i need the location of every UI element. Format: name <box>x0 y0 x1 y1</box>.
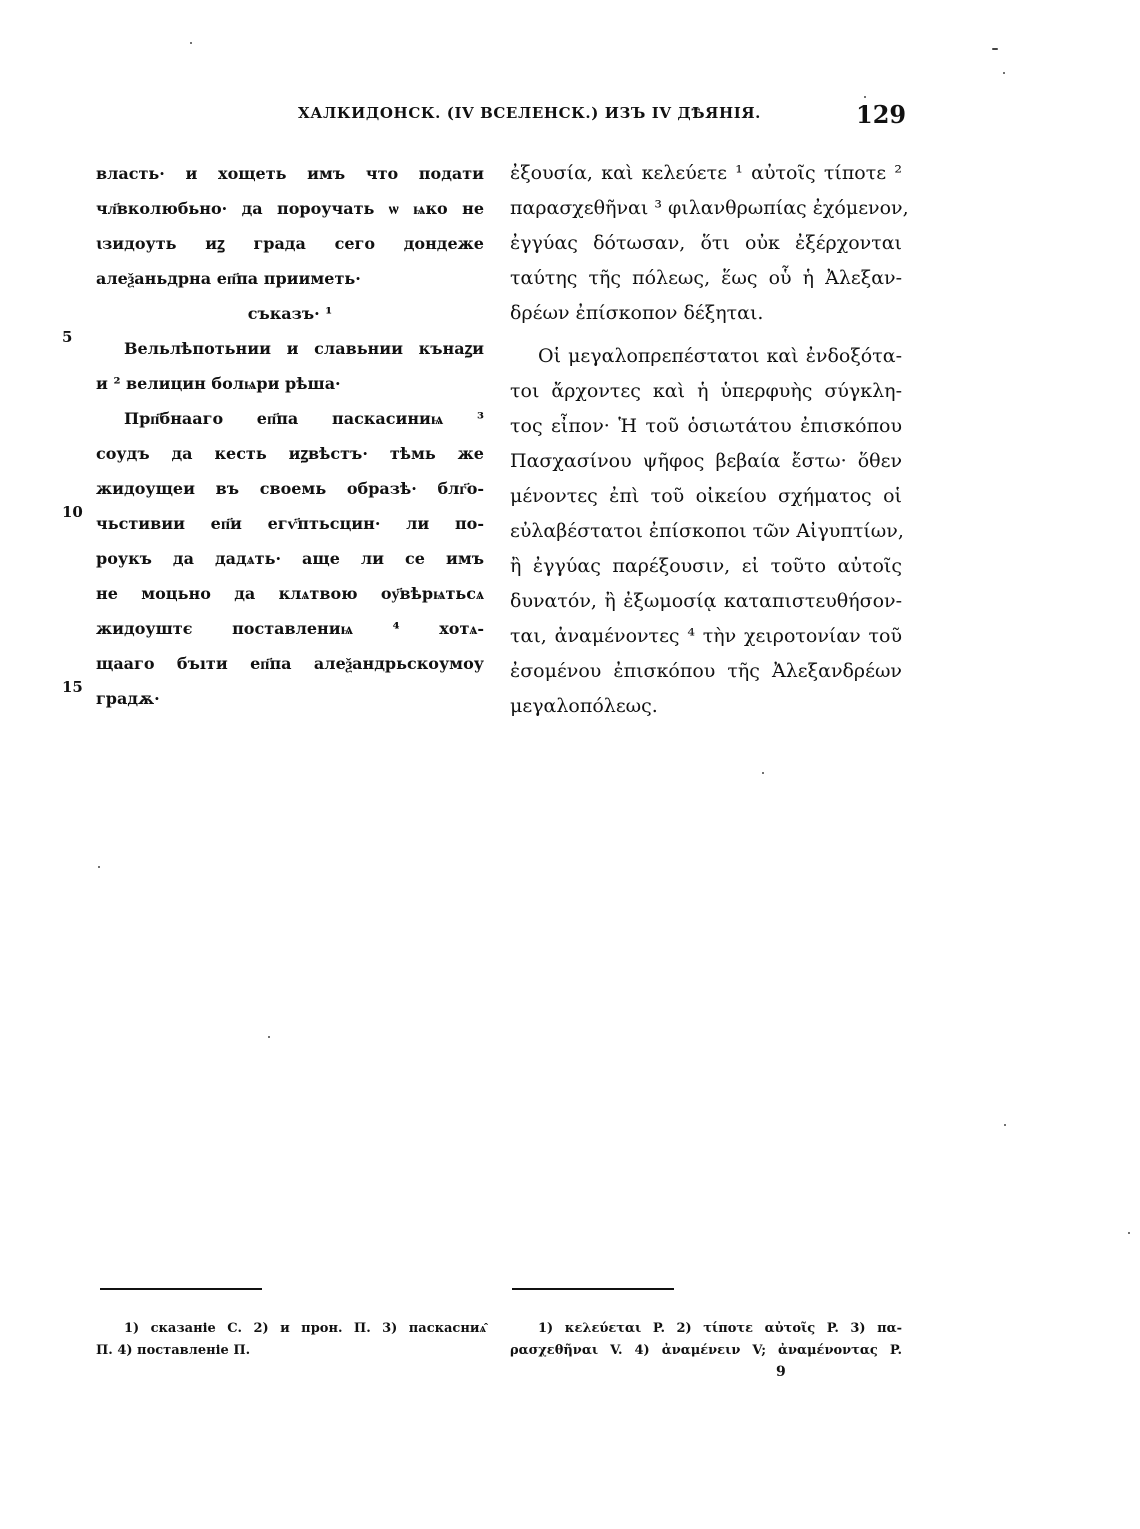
scan-speck <box>1003 72 1005 74</box>
greek-line: Πασχασίνου ψῆφος βεβαία ἔστω· ὅθεν <box>510 450 902 472</box>
greek-line: δρέων ἐπίσκοπον δέξηται. <box>510 302 764 324</box>
footnote-line: 1) сказаніе С. 2) и прон. П. 3) паскасниѧ̂ <box>124 1321 486 1336</box>
slavonic-line: и ² велицин болѩри рѣша· <box>96 374 341 393</box>
line-number-5: 5 <box>62 328 73 346</box>
slavonic-line: соудъ да кесть иꙁвѣстъ· тѣмь же <box>96 444 484 463</box>
slavonic-line: роукъ да дадѧть· аще ли се имъ <box>96 549 484 568</box>
slavonic-line: щааго бъıти еп҃па алеѯандрьскоумоу <box>96 654 484 673</box>
greek-line: ἐξουσία, καὶ κελεύετε ¹ αὐτοῖς τίποτε ² <box>510 162 902 184</box>
greek-line: ἐγγύας δότωσαν, ὅτι οὐκ ἐξέρχονται <box>510 232 902 254</box>
slavonic-line: не моцьно да клѧтвою оу҃вѣрѩтьсѧ <box>96 584 484 603</box>
slavonic-line: чл҃вколюбьно· да пороучать ѡ ѩко не <box>96 199 484 218</box>
greek-line: ταύτης τῆς πόλεως, ἕως οὗ ἡ Ἀλεξαν- <box>510 267 902 289</box>
scan-speck <box>98 866 100 868</box>
line-number-15: 15 <box>62 678 83 696</box>
scan-speck <box>1004 1124 1006 1126</box>
scan-speck <box>1128 1232 1130 1234</box>
greek-line: μένοντες ἐπὶ τοῦ οἰκείου σχήματος οἱ <box>510 485 902 507</box>
line-number-10: 10 <box>62 503 83 521</box>
scan-speck <box>762 772 764 774</box>
greek-line: τος εἶπον· Ἡ τοῦ ὁσιωτάτου ἐπισκόπου <box>510 415 902 437</box>
greek-line: Οἱ μεγαλοπρεπέστατοι καὶ ἐνδοξότα- <box>538 345 902 367</box>
greek-line: μεγαλοπόλεως. <box>510 695 658 717</box>
footnote-line: ρασχεθῆναι V. 4) ἀναμένειν V; ἀναμένοντας P. <box>510 1343 902 1358</box>
greek-line: τοι ἄρχοντες καὶ ἡ ὑπερφυὴς σύγκλη- <box>510 380 902 402</box>
running-title: ХАЛКИДОНСК. (IV ВСЕЛЕНСК.) ИЗЪ IV ДѢЯНІЯ. <box>298 104 762 122</box>
slavonic-line: градѫ· <box>96 689 160 708</box>
slavonic-line: власть· и хощеть имъ что подати <box>96 164 484 183</box>
scan-speck <box>992 48 998 50</box>
scan-speck <box>268 1036 270 1038</box>
greek-line: ἐσομένου ἐπισκόπου τῆς Ἀλεξανδρέων <box>510 660 902 682</box>
footnotes-right <box>510 1318 902 1362</box>
footnotes-left <box>96 1318 486 1362</box>
footnote-line: П. 4) поставленіе П. <box>96 1343 251 1358</box>
slavonic-line: Прп҃бнааго еп҃па паскасиниѩ ³ <box>124 409 484 428</box>
slavonic-heading: съказъ· ¹ <box>247 304 333 323</box>
slavonic-line: жидоущеи въ своемь образѣ· блг҃о- <box>96 479 484 498</box>
page-number: 129 <box>856 100 907 129</box>
greek-line: εὐλαβέστατοι ἐπίσκοποι τῶν Αἰγυπτίων, <box>510 520 904 542</box>
scan-speck <box>190 42 192 44</box>
slavonic-line: жидоуштє поставлениѩ ⁴ хотѧ- <box>96 619 484 638</box>
footnote-divider-right <box>512 1288 674 1290</box>
greek-column <box>510 156 909 724</box>
slavonic-column <box>96 156 484 716</box>
footnote-line: 1) κελεύεται P. 2) τίποτε αὐτοῖς P. 3) πα- <box>538 1321 902 1336</box>
slavonic-line: чьстивии еп҃и егѵ҃птьсцин· ли по- <box>96 514 484 533</box>
slavonic-line: Вельлѣпотьнии и славьнии кънаꙁи <box>124 339 484 358</box>
signature-mark: 9 <box>776 1364 786 1380</box>
footnote-divider-left <box>100 1288 262 1290</box>
slavonic-line: ꙇзидоуть иꙁ града сего дондеже <box>96 234 484 253</box>
greek-line: ἢ ἐγγύας παρέξουσιν, εἰ τοῦτο αὐτοῖς <box>510 555 902 577</box>
greek-line: ται, ἀναμένοντες ⁴ τὴν χειροτονίαν τοῦ <box>510 625 902 647</box>
slavonic-line: алеѯаньдрна еп҃па прииметь· <box>96 269 361 288</box>
greek-line: δυνατόν, ἢ ἐξωμοσίᾳ καταπιστευθήσον- <box>510 590 902 612</box>
greek-line: παρασχεθῆναι ³ φιλανθρωπίας ἐχόμενον, <box>510 197 909 219</box>
scan-speck <box>864 96 866 98</box>
